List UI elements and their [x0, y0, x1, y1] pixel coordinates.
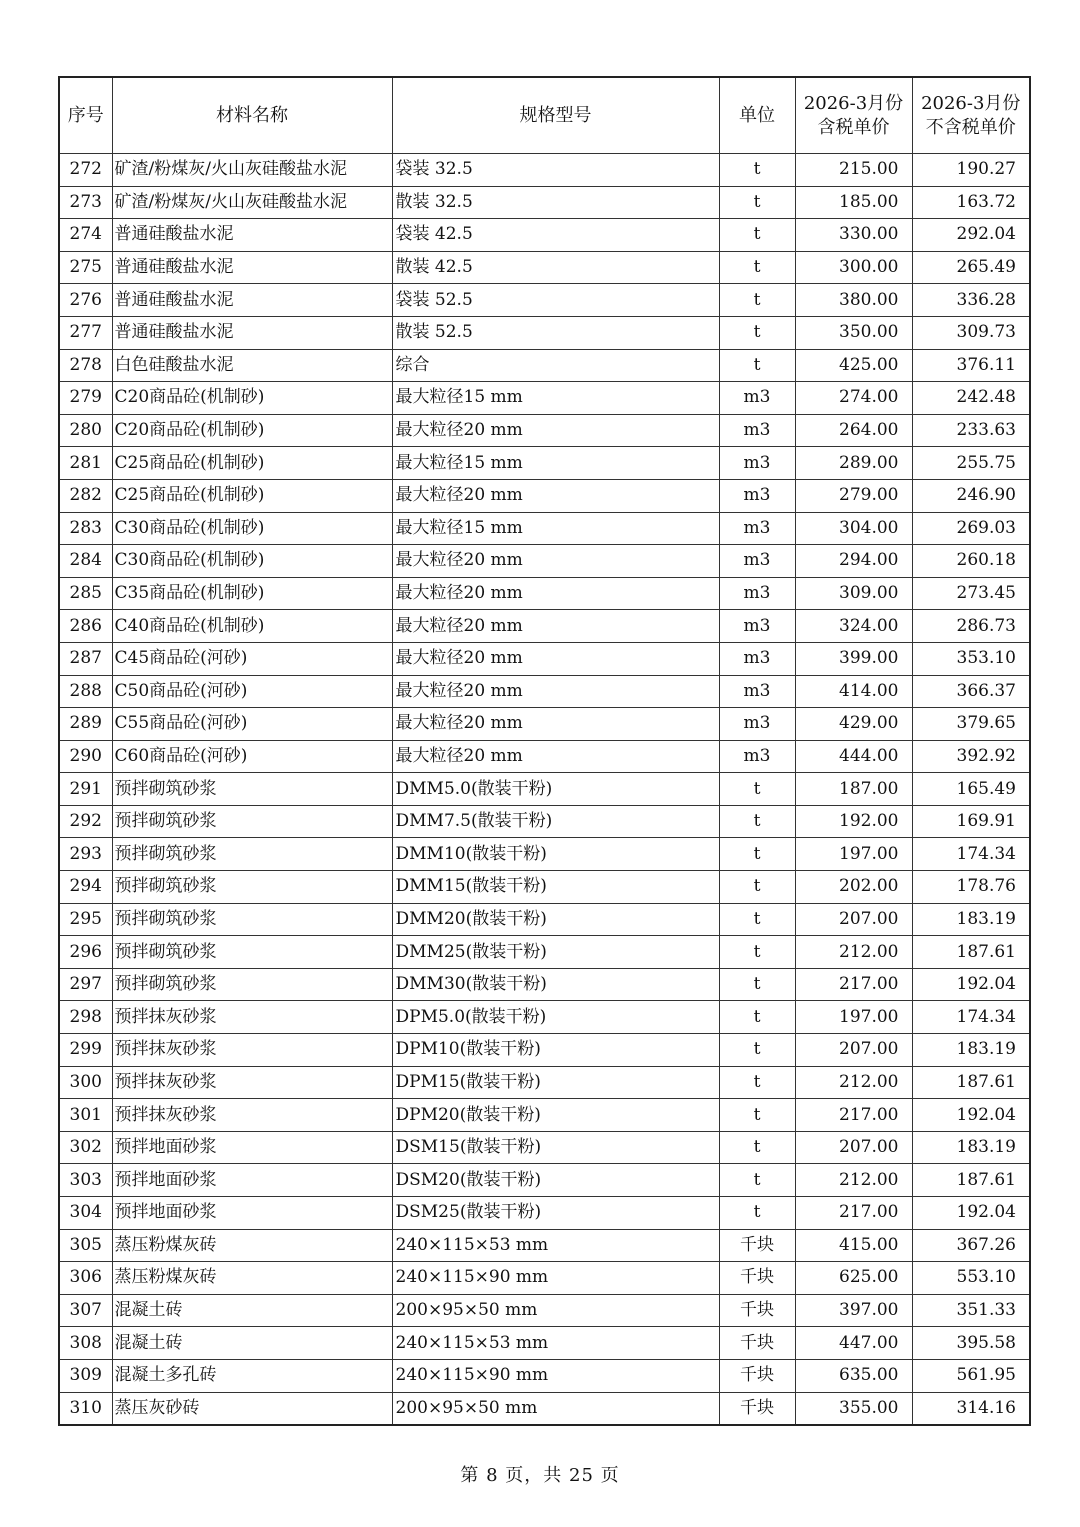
table-row — [59, 316, 1030, 349]
cell-price-notax: 190.27 — [912, 154, 1030, 187]
cell-no: 280 — [59, 414, 112, 447]
cell-unit: t — [719, 805, 795, 838]
cell-no: 304 — [59, 1197, 112, 1230]
cell-price-notax: 169.91 — [912, 805, 1030, 838]
cell-no: 292 — [59, 805, 112, 838]
cell-unit: 千块 — [719, 1229, 795, 1262]
cell-price-tax: 355.00 — [795, 1392, 912, 1425]
cell-price-tax: 212.00 — [795, 936, 912, 969]
cell-price-notax: 269.03 — [912, 512, 1030, 545]
cell-price-notax: 336.28 — [912, 284, 1030, 317]
cell-spec: 最大粒径15 mm — [392, 382, 719, 415]
cell-name: 矿渣/粉煤灰/火山灰硅酸盐水泥 — [112, 186, 392, 219]
cell-price-tax: 264.00 — [795, 414, 912, 447]
cell-name: 预拌地面砂浆 — [112, 1197, 392, 1230]
cell-price-tax: 197.00 — [795, 838, 912, 871]
cell-name: 预拌地面砂浆 — [112, 1131, 392, 1164]
cell-spec: 240×115×53 mm — [392, 1229, 719, 1262]
cell-unit: t — [719, 1164, 795, 1197]
cell-unit: 千块 — [719, 1327, 795, 1360]
cell-unit: t — [719, 154, 795, 187]
cell-price-notax: 379.65 — [912, 708, 1030, 741]
cell-price-tax: 215.00 — [795, 154, 912, 187]
cell-spec: 最大粒径20 mm — [392, 642, 719, 675]
cell-price-tax: 330.00 — [795, 219, 912, 252]
cell-spec: DPM20(散装干粉) — [392, 1099, 719, 1132]
cell-name: 预拌抹灰砂浆 — [112, 1066, 392, 1099]
cell-price-notax: 233.63 — [912, 414, 1030, 447]
cell-unit: t — [719, 316, 795, 349]
table-row — [59, 1229, 1030, 1262]
cell-no: 294 — [59, 871, 112, 904]
cell-name: C55商品砼(河砂) — [112, 708, 392, 741]
cell-spec: DMM30(散装干粉) — [392, 968, 719, 1001]
cell-price-notax: 314.16 — [912, 1392, 1030, 1425]
cell-no: 277 — [59, 316, 112, 349]
cell-unit: m3 — [719, 382, 795, 415]
cell-name: C50商品砼(河砂) — [112, 675, 392, 708]
cell-name: 普通硅酸盐水泥 — [112, 284, 392, 317]
cell-unit: m3 — [719, 577, 795, 610]
cell-price-notax: 561.95 — [912, 1359, 1030, 1392]
cell-unit: 千块 — [719, 1359, 795, 1392]
cell-name: 预拌砌筑砂浆 — [112, 871, 392, 904]
cell-no: 286 — [59, 610, 112, 643]
cell-spec: 240×115×53 mm — [392, 1327, 719, 1360]
cell-unit: t — [719, 1099, 795, 1132]
header-price-tax-line1: 2026-3月份 — [803, 92, 904, 114]
table-row — [59, 1066, 1030, 1099]
table-row — [59, 577, 1030, 610]
cell-price-tax: 444.00 — [795, 740, 912, 773]
cell-name: C25商品砼(机制砂) — [112, 447, 392, 480]
table-row — [59, 773, 1030, 806]
price-table — [58, 76, 1031, 1426]
header-price-notax — [912, 77, 1030, 154]
cell-price-notax: 183.19 — [912, 1034, 1030, 1067]
cell-price-tax: 635.00 — [795, 1359, 912, 1392]
cell-no: 303 — [59, 1164, 112, 1197]
cell-no: 278 — [59, 349, 112, 382]
cell-price-notax: 395.58 — [912, 1327, 1030, 1360]
cell-price-tax: 192.00 — [795, 805, 912, 838]
cell-no: 272 — [59, 154, 112, 187]
cell-name: 预拌砌筑砂浆 — [112, 773, 392, 806]
table-row — [59, 479, 1030, 512]
cell-unit: 千块 — [719, 1294, 795, 1327]
cell-no: 301 — [59, 1099, 112, 1132]
cell-unit: t — [719, 186, 795, 219]
cell-name: 预拌地面砂浆 — [112, 1164, 392, 1197]
cell-unit: t — [719, 219, 795, 252]
table-row — [59, 805, 1030, 838]
cell-price-tax: 425.00 — [795, 349, 912, 382]
header-price-notax-line1: 2026-3月份 — [921, 92, 1021, 114]
cell-price-tax: 207.00 — [795, 1034, 912, 1067]
cell-unit: t — [719, 773, 795, 806]
table-row — [59, 675, 1030, 708]
cell-price-tax: 294.00 — [795, 545, 912, 578]
cell-unit: t — [719, 838, 795, 871]
cell-unit: m3 — [719, 447, 795, 480]
cell-price-tax: 279.00 — [795, 479, 912, 512]
cell-name: C35商品砼(机制砂) — [112, 577, 392, 610]
cell-unit: m3 — [719, 414, 795, 447]
cell-name: 预拌砌筑砂浆 — [112, 838, 392, 871]
cell-spec: 最大粒径20 mm — [392, 479, 719, 512]
cell-price-tax: 625.00 — [795, 1262, 912, 1295]
cell-price-tax: 202.00 — [795, 871, 912, 904]
table-row — [59, 414, 1030, 447]
cell-spec: 最大粒径15 mm — [392, 512, 719, 545]
cell-unit: t — [719, 903, 795, 936]
cell-price-tax: 304.00 — [795, 512, 912, 545]
cell-name: 蒸压粉煤灰砖 — [112, 1262, 392, 1295]
cell-spec: DMM15(散装干粉) — [392, 871, 719, 904]
cell-spec: 最大粒径20 mm — [392, 577, 719, 610]
cell-spec: DMM20(散装干粉) — [392, 903, 719, 936]
cell-spec: DSM15(散装干粉) — [392, 1131, 719, 1164]
cell-price-tax: 399.00 — [795, 642, 912, 675]
header-price-notax-line2: 不含税单价 — [925, 116, 1016, 138]
cell-no: 296 — [59, 936, 112, 969]
cell-no: 308 — [59, 1327, 112, 1360]
cell-no: 279 — [59, 382, 112, 415]
cell-spec: 散装 32.5 — [392, 186, 719, 219]
cell-price-notax: 353.10 — [912, 642, 1030, 675]
table-row — [59, 349, 1030, 382]
cell-name: 蒸压灰砂砖 — [112, 1392, 392, 1425]
table-row — [59, 512, 1030, 545]
table-body — [59, 154, 1030, 1426]
cell-unit: t — [719, 1197, 795, 1230]
cell-no: 273 — [59, 186, 112, 219]
table-row — [59, 838, 1030, 871]
cell-no: 298 — [59, 1001, 112, 1034]
cell-no: 275 — [59, 251, 112, 284]
cell-no: 290 — [59, 740, 112, 773]
cell-price-notax: 242.48 — [912, 382, 1030, 415]
cell-unit: m3 — [719, 512, 795, 545]
cell-unit: m3 — [719, 642, 795, 675]
cell-price-notax: 174.34 — [912, 1001, 1030, 1034]
cell-price-notax: 178.76 — [912, 871, 1030, 904]
table-header-row — [59, 77, 1030, 154]
table-row — [59, 1262, 1030, 1295]
cell-price-notax: 255.75 — [912, 447, 1030, 480]
cell-unit: t — [719, 1066, 795, 1099]
table-row — [59, 708, 1030, 741]
cell-name: C30商品砼(机制砂) — [112, 545, 392, 578]
cell-unit: t — [719, 1001, 795, 1034]
cell-name: 预拌砌筑砂浆 — [112, 805, 392, 838]
cell-price-notax: 292.04 — [912, 219, 1030, 252]
cell-no: 297 — [59, 968, 112, 1001]
cell-price-notax: 187.61 — [912, 1066, 1030, 1099]
cell-name: 普通硅酸盐水泥 — [112, 251, 392, 284]
cell-no: 283 — [59, 512, 112, 545]
cell-price-notax: 183.19 — [912, 1131, 1030, 1164]
cell-no: 305 — [59, 1229, 112, 1262]
cell-price-tax: 415.00 — [795, 1229, 912, 1262]
table-row — [59, 610, 1030, 643]
cell-spec: 散装 42.5 — [392, 251, 719, 284]
cell-name: C45商品砼(河砂) — [112, 642, 392, 675]
cell-no: 289 — [59, 708, 112, 741]
cell-name: 预拌砌筑砂浆 — [112, 968, 392, 1001]
cell-name: 矿渣/粉煤灰/火山灰硅酸盐水泥 — [112, 154, 392, 187]
cell-name: 预拌抹灰砂浆 — [112, 1001, 392, 1034]
cell-spec: DMM25(散装干粉) — [392, 936, 719, 969]
cell-price-tax: 187.00 — [795, 773, 912, 806]
cell-price-tax: 207.00 — [795, 903, 912, 936]
table-row — [59, 871, 1030, 904]
table-row — [59, 1034, 1030, 1067]
cell-unit: t — [719, 284, 795, 317]
cell-spec: DMM5.0(散装干粉) — [392, 773, 719, 806]
cell-spec: 200×95×50 mm — [392, 1392, 719, 1425]
cell-price-notax: 309.73 — [912, 316, 1030, 349]
cell-spec: 最大粒径20 mm — [392, 708, 719, 741]
cell-price-notax: 183.19 — [912, 903, 1030, 936]
cell-spec: DPM15(散装干粉) — [392, 1066, 719, 1099]
header-no: 序号 — [59, 77, 112, 154]
cell-price-notax: 367.26 — [912, 1229, 1030, 1262]
table-row — [59, 447, 1030, 480]
cell-price-tax: 350.00 — [795, 316, 912, 349]
header-spec: 规格型号 — [392, 77, 719, 154]
cell-unit: m3 — [719, 708, 795, 741]
cell-unit: m3 — [719, 740, 795, 773]
table-row — [59, 1131, 1030, 1164]
cell-unit: t — [719, 349, 795, 382]
table-row — [59, 545, 1030, 578]
table-row — [59, 1392, 1030, 1425]
cell-name: 普通硅酸盐水泥 — [112, 316, 392, 349]
table-row — [59, 382, 1030, 415]
table-row — [59, 1197, 1030, 1230]
cell-spec: 袋装 32.5 — [392, 154, 719, 187]
cell-name: 预拌抹灰砂浆 — [112, 1034, 392, 1067]
cell-spec: 袋装 52.5 — [392, 284, 719, 317]
table-row — [59, 284, 1030, 317]
cell-unit: 千块 — [719, 1262, 795, 1295]
cell-spec: DPM10(散装干粉) — [392, 1034, 719, 1067]
cell-no: 287 — [59, 642, 112, 675]
cell-no: 309 — [59, 1359, 112, 1392]
cell-unit: m3 — [719, 610, 795, 643]
cell-unit: t — [719, 968, 795, 1001]
cell-price-notax: 286.73 — [912, 610, 1030, 643]
cell-price-notax: 260.18 — [912, 545, 1030, 578]
cell-name: 混凝土多孔砖 — [112, 1359, 392, 1392]
cell-price-tax: 217.00 — [795, 1099, 912, 1132]
cell-spec: 最大粒径20 mm — [392, 610, 719, 643]
header-name: 材料名称 — [112, 77, 392, 154]
cell-price-tax: 429.00 — [795, 708, 912, 741]
cell-price-tax: 309.00 — [795, 577, 912, 610]
cell-price-tax: 414.00 — [795, 675, 912, 708]
cell-price-tax: 185.00 — [795, 186, 912, 219]
table-row — [59, 968, 1030, 1001]
cell-no: 293 — [59, 838, 112, 871]
cell-no: 274 — [59, 219, 112, 252]
cell-no: 288 — [59, 675, 112, 708]
cell-spec: 综合 — [392, 349, 719, 382]
cell-unit: t — [719, 871, 795, 904]
cell-name: 预拌抹灰砂浆 — [112, 1099, 392, 1132]
cell-no: 284 — [59, 545, 112, 578]
cell-name: C25商品砼(机制砂) — [112, 479, 392, 512]
cell-unit: m3 — [719, 479, 795, 512]
cell-price-notax: 265.49 — [912, 251, 1030, 284]
cell-price-notax: 273.45 — [912, 577, 1030, 610]
table-row — [59, 1327, 1030, 1360]
table-row — [59, 740, 1030, 773]
cell-spec: 240×115×90 mm — [392, 1262, 719, 1295]
cell-no: 285 — [59, 577, 112, 610]
cell-unit: m3 — [719, 675, 795, 708]
cell-price-tax: 447.00 — [795, 1327, 912, 1360]
table-row — [59, 1164, 1030, 1197]
table-row — [59, 903, 1030, 936]
cell-price-notax: 187.61 — [912, 1164, 1030, 1197]
cell-price-notax: 553.10 — [912, 1262, 1030, 1295]
cell-price-notax: 163.72 — [912, 186, 1030, 219]
cell-price-notax: 192.04 — [912, 968, 1030, 1001]
cell-price-tax: 274.00 — [795, 382, 912, 415]
cell-spec: DPM5.0(散装干粉) — [392, 1001, 719, 1034]
cell-spec: 袋装 42.5 — [392, 219, 719, 252]
table-row — [59, 219, 1030, 252]
cell-spec: 最大粒径20 mm — [392, 740, 719, 773]
cell-price-notax: 246.90 — [912, 479, 1030, 512]
cell-price-notax: 174.34 — [912, 838, 1030, 871]
table-row — [59, 154, 1030, 187]
cell-spec: DSM25(散装干粉) — [392, 1197, 719, 1230]
cell-name: 预拌砌筑砂浆 — [112, 936, 392, 969]
cell-price-notax: 392.92 — [912, 740, 1030, 773]
cell-price-tax: 217.00 — [795, 1197, 912, 1230]
table-row — [59, 1099, 1030, 1132]
cell-price-tax: 212.00 — [795, 1066, 912, 1099]
cell-name: 蒸压粉煤灰砖 — [112, 1229, 392, 1262]
cell-price-tax: 197.00 — [795, 1001, 912, 1034]
cell-spec: 240×115×90 mm — [392, 1359, 719, 1392]
cell-price-tax: 217.00 — [795, 968, 912, 1001]
cell-price-tax: 380.00 — [795, 284, 912, 317]
cell-spec: DMM10(散装干粉) — [392, 838, 719, 871]
table-row — [59, 186, 1030, 219]
cell-price-notax: 187.61 — [912, 936, 1030, 969]
cell-price-tax: 212.00 — [795, 1164, 912, 1197]
cell-no: 306 — [59, 1262, 112, 1295]
cell-price-notax: 366.37 — [912, 675, 1030, 708]
cell-no: 310 — [59, 1392, 112, 1425]
cell-no: 282 — [59, 479, 112, 512]
cell-spec: 最大粒径20 mm — [392, 675, 719, 708]
cell-unit: t — [719, 251, 795, 284]
cell-price-tax: 324.00 — [795, 610, 912, 643]
page-footer: 第 8 页，共 25 页 — [460, 1465, 620, 1486]
cell-price-tax: 397.00 — [795, 1294, 912, 1327]
cell-name: 混凝土砖 — [112, 1327, 392, 1360]
table-row — [59, 642, 1030, 675]
cell-spec: DSM20(散装干粉) — [392, 1164, 719, 1197]
cell-name: 预拌砌筑砂浆 — [112, 903, 392, 936]
cell-name: C60商品砼(河砂) — [112, 740, 392, 773]
cell-name: C40商品砼(机制砂) — [112, 610, 392, 643]
cell-price-tax: 207.00 — [795, 1131, 912, 1164]
cell-no: 276 — [59, 284, 112, 317]
cell-unit: 千块 — [719, 1392, 795, 1425]
table-row — [59, 1001, 1030, 1034]
cell-no: 302 — [59, 1131, 112, 1164]
cell-price-tax: 289.00 — [795, 447, 912, 480]
cell-price-tax: 300.00 — [795, 251, 912, 284]
cell-spec: 最大粒径20 mm — [392, 414, 719, 447]
cell-name: 混凝土砖 — [112, 1294, 392, 1327]
table-row — [59, 251, 1030, 284]
cell-no: 307 — [59, 1294, 112, 1327]
cell-name: C30商品砼(机制砂) — [112, 512, 392, 545]
cell-spec: 散装 52.5 — [392, 316, 719, 349]
cell-price-notax: 192.04 — [912, 1197, 1030, 1230]
cell-spec: DMM7.5(散装干粉) — [392, 805, 719, 838]
cell-name: C20商品砼(机制砂) — [112, 414, 392, 447]
cell-no: 281 — [59, 447, 112, 480]
cell-price-notax: 165.49 — [912, 773, 1030, 806]
table-row — [59, 1359, 1030, 1392]
header-unit: 单位 — [719, 77, 795, 154]
cell-no: 300 — [59, 1066, 112, 1099]
header-price-tax-line2: 含税单价 — [817, 116, 890, 138]
cell-unit: m3 — [719, 545, 795, 578]
cell-unit: t — [719, 936, 795, 969]
cell-name: 普通硅酸盐水泥 — [112, 219, 392, 252]
cell-no: 295 — [59, 903, 112, 936]
table-row — [59, 936, 1030, 969]
cell-no: 299 — [59, 1034, 112, 1067]
header-price-tax — [795, 77, 912, 154]
cell-spec: 最大粒径20 mm — [392, 545, 719, 578]
cell-spec: 最大粒径15 mm — [392, 447, 719, 480]
cell-price-notax: 351.33 — [912, 1294, 1030, 1327]
cell-unit: t — [719, 1034, 795, 1067]
cell-no: 291 — [59, 773, 112, 806]
table-row — [59, 1294, 1030, 1327]
cell-price-notax: 376.11 — [912, 349, 1030, 382]
cell-unit: t — [719, 1131, 795, 1164]
cell-name: 白色硅酸盐水泥 — [112, 349, 392, 382]
cell-name: C20商品砼(机制砂) — [112, 382, 392, 415]
cell-price-notax: 192.04 — [912, 1099, 1030, 1132]
cell-spec: 200×95×50 mm — [392, 1294, 719, 1327]
